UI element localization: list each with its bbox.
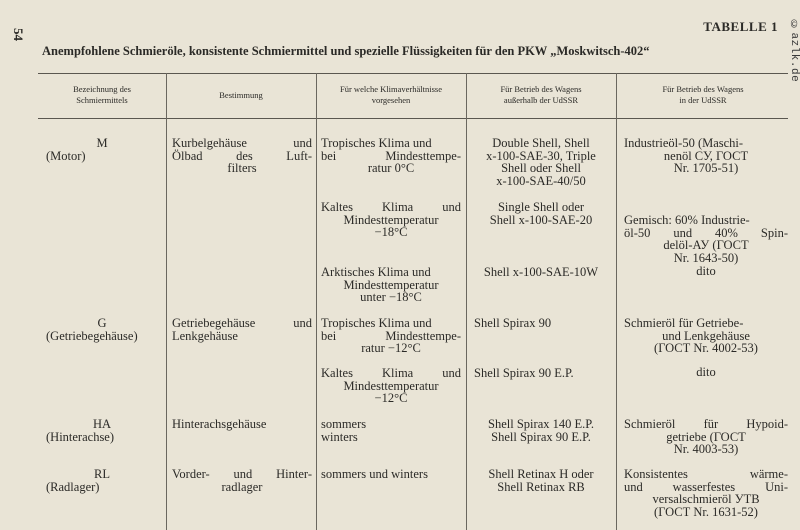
table-top-rule: [38, 73, 788, 74]
column-divider: [316, 73, 317, 530]
table-label: TABELLE 1: [703, 19, 778, 34]
row-g-ussr-1: Schmieröl für Getriebe- und Lenkgehäuse (ГОСТ Nr. 4002-53): [624, 316, 758, 355]
row-g-abroad-1: Shell Spirax 90: [474, 316, 552, 330]
row-ha-code-name: (Hinterachse): [46, 430, 115, 444]
row-ha-code: HA: [92, 417, 112, 431]
row-m-code: M: [96, 136, 108, 150]
row-g-climate-2: Kaltes Klima und Mindesttemperatur −12°C: [321, 366, 461, 405]
column-divider: [166, 73, 167, 530]
row-g-ussr-2: dito: [696, 365, 716, 379]
row-rl-code-name: (Radlager): [46, 480, 100, 494]
row-m-climate-3: Arktisches Klima und Mindesttemperatur unter −18°C: [321, 265, 439, 304]
row-ha-abroad: Shell Spirax 140 E.P. Shell Spirax 90 E.P.: [488, 417, 594, 444]
header-ussr: Für Betrieb des Wagens in der UdSSR: [662, 84, 744, 105]
row-g-abroad-2: Shell Spirax 90 E.P.: [474, 366, 574, 380]
header-climate: Für welche Klimaverhältnisse vorgesehen: [340, 84, 442, 105]
row-ha-purpose: Hinterachsgehäuse: [172, 417, 267, 431]
row-m-abroad-2: Single Shell oder Shell x-100-SAE-20: [489, 200, 593, 227]
column-divider: [616, 73, 617, 530]
row-m-climate-1: Tropisches Klima und bei Mindesttempe- ratur 0°C: [321, 136, 461, 175]
row-g-code-name: (Getriebegehäuse): [46, 329, 138, 343]
row-m-purpose: Kurbelgehäuse und Ölbad des Luft- filters: [172, 136, 312, 175]
row-m-abroad-1: Double Shell, Shell x-100-SAE-30, Triple Shell oder Shell x-100-SAE-40/50: [486, 136, 596, 188]
header-bottom-rule: [38, 118, 788, 119]
row-ha-ussr: Schmieröl für Hypoid- getriebe (ГОСТ Nr. 4003-53): [624, 417, 788, 456]
header-lubricant: Bezeichnung des Schmiermittels: [73, 84, 131, 105]
document-title: Anempfohlene Schmieröle, konsistente Schmiermittel und spezielle Flüssigkeiten für den PKW „Moskwitsch-402“: [42, 44, 650, 58]
row-g-purpose: Getriebegehäuse und Lenkgehäuse: [172, 316, 312, 343]
row-ha-climate: sommers winters: [321, 417, 367, 444]
page-number: 54: [11, 28, 26, 41]
row-m-code-name: (Motor): [46, 149, 86, 163]
row-rl-ussr: Konsistentes wärme- und wasserfestes Uni- versalschmieröl УТВ (ГОСТ Nr. 1631-52): [624, 467, 788, 519]
row-m-ussr-3: dito: [696, 264, 716, 278]
header-abroad: Für Betrieb des Wagens außerhalb der UdSSR: [500, 84, 582, 105]
row-rl-abroad: Shell Retinax H oder Shell Retinax RB: [488, 467, 594, 494]
column-divider: [466, 73, 467, 530]
row-g-code: G: [97, 316, 107, 330]
row-rl-code: RL: [94, 467, 110, 481]
row-rl-climate: sommers und winters: [321, 467, 428, 481]
row-rl-purpose: Vorder- und Hinter- radlager: [172, 467, 312, 494]
row-m-ussr-2: Gemisch: 60% Industrie- öl-50 und 40% Spin- delöl-АУ (ГОСТ Nr. 1643-50): [624, 213, 788, 265]
row-g-climate-1: Tropisches Klima und bei Mindesttempe- ratur −12°C: [321, 316, 461, 355]
row-m-climate-2: Kaltes Klima und Mindesttemperatur −18°C: [321, 200, 461, 239]
header-purpose: Bestimmung: [219, 90, 263, 100]
row-m-abroad-3: Shell x-100-SAE-10W: [483, 265, 599, 279]
row-m-ussr-1: Industrieöl-50 (Maschi- nenöl СУ, ГОСТ Nr. 1705-51): [624, 136, 749, 175]
watermark: ©azlk.de: [788, 20, 800, 83]
